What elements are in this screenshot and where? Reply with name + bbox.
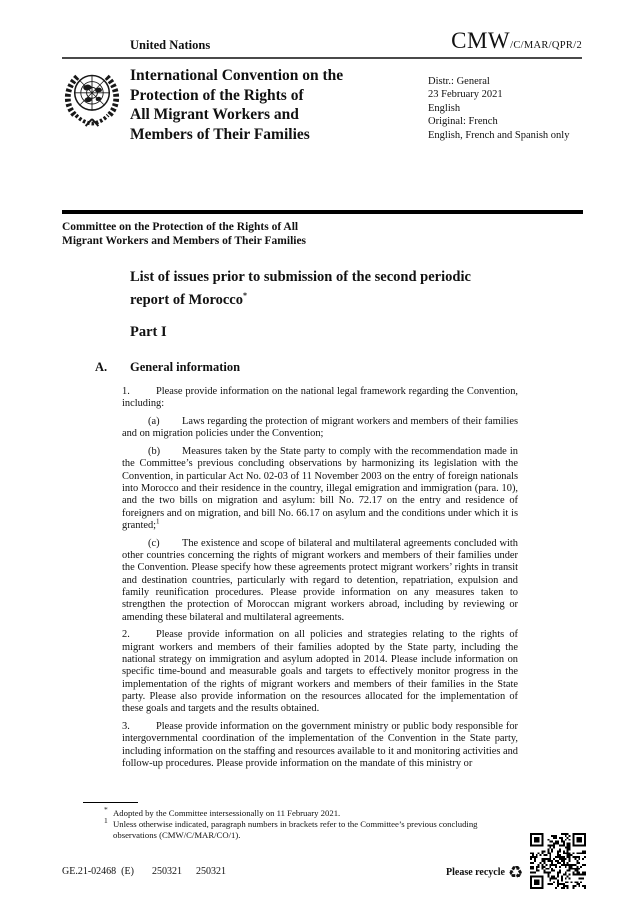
recycle-icon: ♻ (507, 863, 524, 882)
document-title-line: report of Morocco* (130, 290, 247, 308)
distr-line: English, French and Spanish only (428, 129, 570, 141)
document-symbol (451, 28, 582, 54)
footer-document-number: GE.21-02468 (E) 250321 250321 (62, 866, 226, 877)
distr-line: English (428, 102, 461, 114)
paragraph-2: 2. Please provide information on all policies and strategies relating to the rights of migrant workers and members of their families adopted by the State party, including the national strategy on immigration and asylum adopted in 2014. Please include information on specific time-bound and measurable goals and targets to effectively monitor progress in the implementation of the rights of migrant workers and members of their families in the State party. Please also provide information on the resources allocated for the implementation of these goals and targets and the results obtained. (122, 629, 518, 715)
paragraph-3: 3. Please provide information on the government ministry or public body responsible for intergovernmental coordination of the implementation of the Convention in the State party, including information on the staffing and resources available to it and monitoring activities and follow-up procedures. Please provide information on the mandate of this ministry or (122, 720, 518, 769)
org-name: United Nations (130, 38, 211, 52)
paragraph-1b: (b) Measures taken by the State party to comply with the recommendation made in the Committee’s previous concluding observations by harmonizing its legislation with the Convention, in particular Act No. 02-03 of 11 November 2003 on the entry of foreign nationals into Morocco and their residence in the country, illegal emigration and immigration (para. 10), and the two bills on migration and asylum: bill No. 72.17 on the entry and residence of foreigners and on migration, and bill No. 66.17 on asylum and the conditions under which it is granted;$^1$ (122, 446, 518, 531)
committee-line: Committee on the Protection of the Rights of All (62, 221, 299, 233)
paragraph-1c: (c) The existence and scope of bilateral and multilateral agreements concluded with other countries concerning the rights of migrant workers and members of their families under the Convention. Please specify how these agreements protect migrant workers’ rights in transit and destination countries, particularly with regard to detention, repatriation, expulsion and family reunification procedures. Please provide information on any measures taken to strengthen the protection of Moroccan migrant workers abroad, including by reviewing or amending these bilateral and multilateral agreements. (122, 537, 518, 623)
convention-title (130, 66, 430, 144)
committee-heading (62, 220, 306, 248)
convention-title-line: All Migrant Workers and (130, 106, 299, 123)
footer-date: 250321 (151, 866, 182, 877)
title-footnote-marker: * (243, 290, 247, 300)
distr-line: Original: French (428, 116, 498, 128)
distr-line: Distr.: General (428, 76, 490, 87)
footnote-asterisk: * Adopted by the Committee intersessionally on 11 February 2021. (104, 805, 341, 818)
footnotes (104, 805, 496, 842)
header-rule-thick (62, 210, 583, 214)
footnote-reference: 1 (156, 517, 160, 526)
distribution-block (428, 75, 569, 142)
section-heading (95, 360, 240, 375)
body-text (122, 386, 518, 776)
document-symbol-suffix: /C/MAR/QPR/2 (510, 40, 582, 51)
document-title-line: List of issues prior to submission of the second periodic (130, 269, 471, 285)
section-label: A. (95, 360, 108, 374)
document-symbol-main: CMW (451, 28, 511, 53)
convention-title-line: International Convention on the (130, 67, 344, 84)
paragraph-1a: (a) Laws regarding the protection of migrant workers and members of their families and on migration policies under the Convention; (122, 416, 518, 440)
footer-date: 250321 (195, 866, 226, 877)
section-title: General information (130, 360, 241, 374)
footnote-1: 1 Unless otherwise indicated, paragraph numbers in brackets refer to the Committee’s previous concluding observations (CMW/C/MAR/CO/1). (104, 816, 478, 841)
please-recycle: Please recycle ♻ (446, 863, 524, 882)
qr-code (530, 833, 586, 889)
committee-line: Migrant Workers and Members of Their Families (62, 235, 307, 247)
footnote-separator (83, 802, 138, 803)
paragraph-1: 1. Please provide information on the national legal framework regarding the Convention, including: (122, 386, 518, 410)
header-rule-thin (62, 57, 582, 59)
un-emblem-icon (60, 63, 124, 129)
part-heading: Part I (130, 324, 167, 340)
distr-line: 23 February 2021 (428, 89, 503, 101)
convention-title-line: Members of Their Families (130, 125, 310, 143)
document-title (130, 268, 530, 309)
convention-title-line: Protection of the Rights of (130, 86, 304, 104)
